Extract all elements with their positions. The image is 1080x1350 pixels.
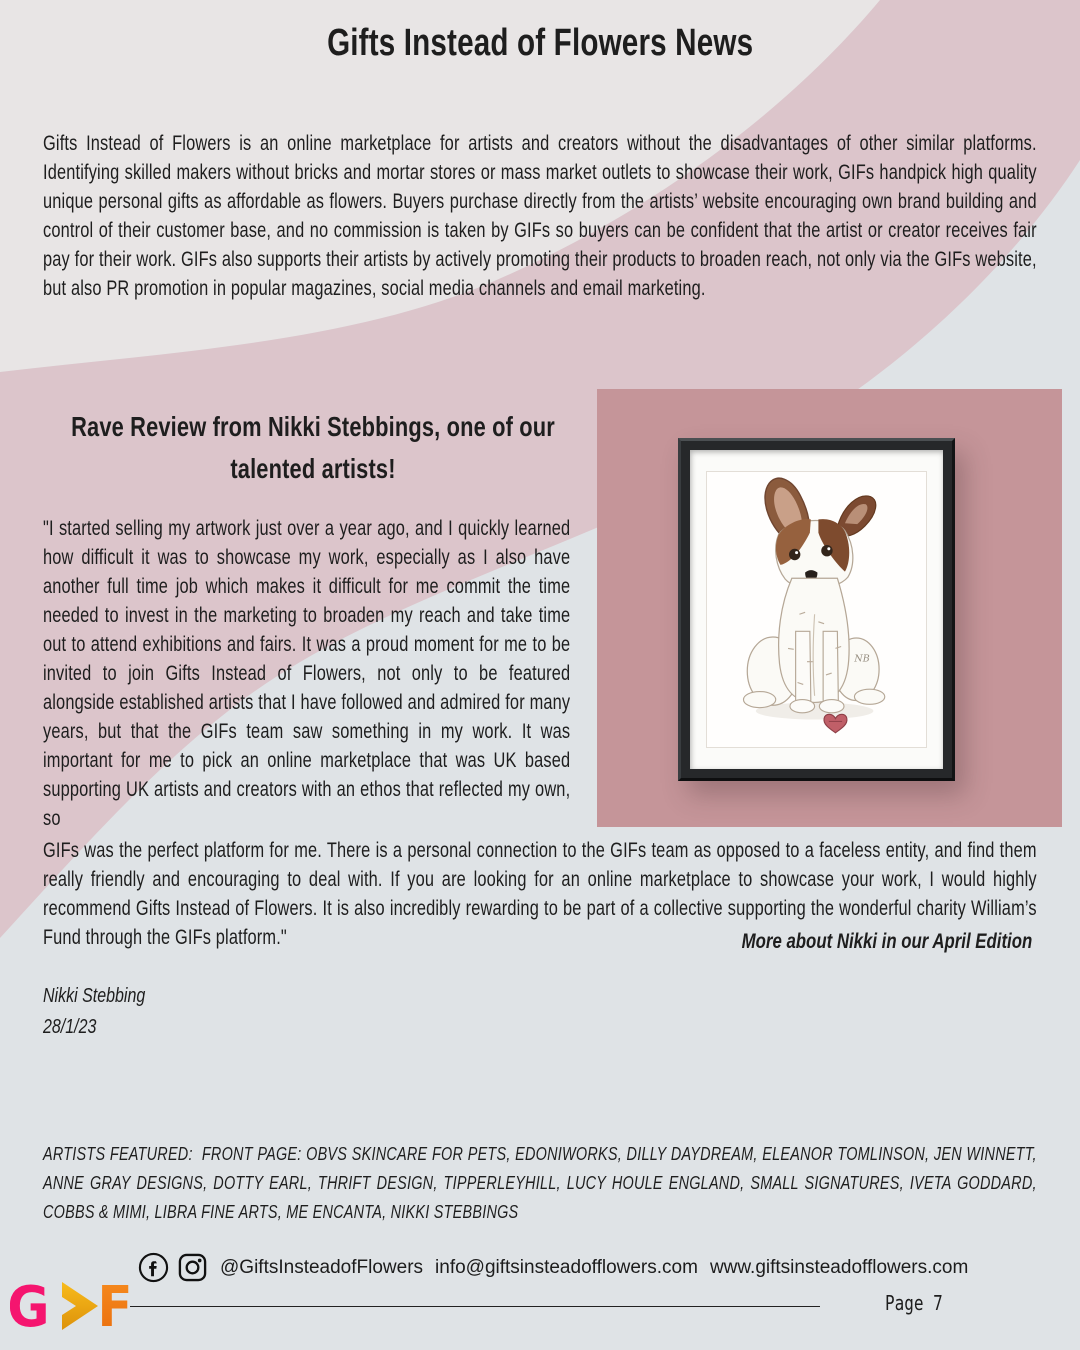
page-title: Gifts Instead of Flowers News [327, 22, 754, 64]
logo-letter-g: G [10, 1274, 50, 1338]
website-url[interactable]: www.giftsinsteadofflowers.com [709, 1256, 969, 1278]
footer-divider [130, 1306, 820, 1307]
gifs-logo [10, 1274, 132, 1338]
picture-frame [678, 438, 955, 781]
facebook-icon[interactable] [138, 1252, 169, 1283]
intro-paragraph: Gifts Instead of Flowers is an online marketplace for artists and creators without the disadvantages of other similar platforms. Identifying skilled makers without bricks and mortar stores or mass market outlets to showcase their work, GIFs handpick high quality unique personal gifts as affordable as flowers. Buyers purchase directly from the artists’ website encouraging own brand building and control of their customer base, and no commission is taken by GIFs so buyers can be confident that the artist or creator receives fair pay for their work. GIFs also supports their artists by actively promoting their products to broaden reach, not only via the GIFs website, but also PR promotion in popular magazines, social media channels and email marketing. [43, 132, 1037, 300]
jack-russell-puppy-drawing [707, 472, 926, 747]
signature-date: 28/1/23 [43, 1016, 97, 1038]
contact-email[interactable]: info@giftsinsteadofflowers.com [435, 1256, 698, 1278]
review-quote-column: "I started selling my artwork just over a year ago, and I quickly learned how difficult it was to showcase my work, especially as I also have another full time job which makes it difficult for me commit the time needed to invest in the marketing to broaden my reach and take time out to attend exhibitions and fairs. It was a proud moment for me to be invited to join Gifts Instead of Flowers, not only to be featured alongside established artists that I have followed and admired for many years, but that the GIFs team saw something in my work. It was important for me to pick an online marketplace that was UK based supporting UK artists and creators with an ethos that reflected my own, so [43, 517, 571, 830]
review-quote-continuation: GIFs was the perfect platform for me. There is a personal connection to the GIFs team as opposed to a faceless entity, and find them really friendly and encouraging to deal with. If you are looking for an online marketplace to showcase your work, I would highly recommend Gifts Instead of Flowers. It is also incredibly rewarding to be part of a collective supporting the wonderful charity William’s Fund through the GIFs platform." [43, 839, 1037, 949]
instagram-icon[interactable] [177, 1252, 208, 1283]
artwork-panel [597, 389, 1062, 827]
footer-contact-row [138, 1252, 968, 1283]
picture-mat [690, 450, 943, 769]
svg-text:NB: NB [854, 653, 870, 665]
artists-featured: ARTISTS FEATURED: FRONT PAGE: OBVS SKINCARE FOR PETS, EDONIWORKS, DILLY DAYDREAM, ELEANOR TOMLINSON, JEN WINNETT, ANNE GRAY DESIGNS, DOTTY EARL, THRIFT DESIGN, TIPPERLEYHILL, LUCY HOULE ENGLAND, SMALL SIGNATURES, IVETA GODDARD, COBBS & MIMI, LIBRA FINE ARTS, ME ENCANTA, NIKKI STEBBINGS [43, 1143, 1037, 1222]
social-handle[interactable]: @GiftsInsteadofFlowers [220, 1256, 424, 1278]
review-signature [43, 981, 379, 1043]
signature-name: Nikki Stebbing [43, 985, 146, 1007]
dog-illustration [707, 472, 926, 747]
page-number: Page 7 [885, 1291, 943, 1315]
logo-chevron [62, 1282, 98, 1330]
more-about-note: More about Nikki in our April Edition [741, 930, 1032, 953]
logo-letter-f: F [97, 1274, 132, 1338]
review-heading: Rave Review from Nikki Stebbings, one of our talented artists! [71, 411, 555, 484]
